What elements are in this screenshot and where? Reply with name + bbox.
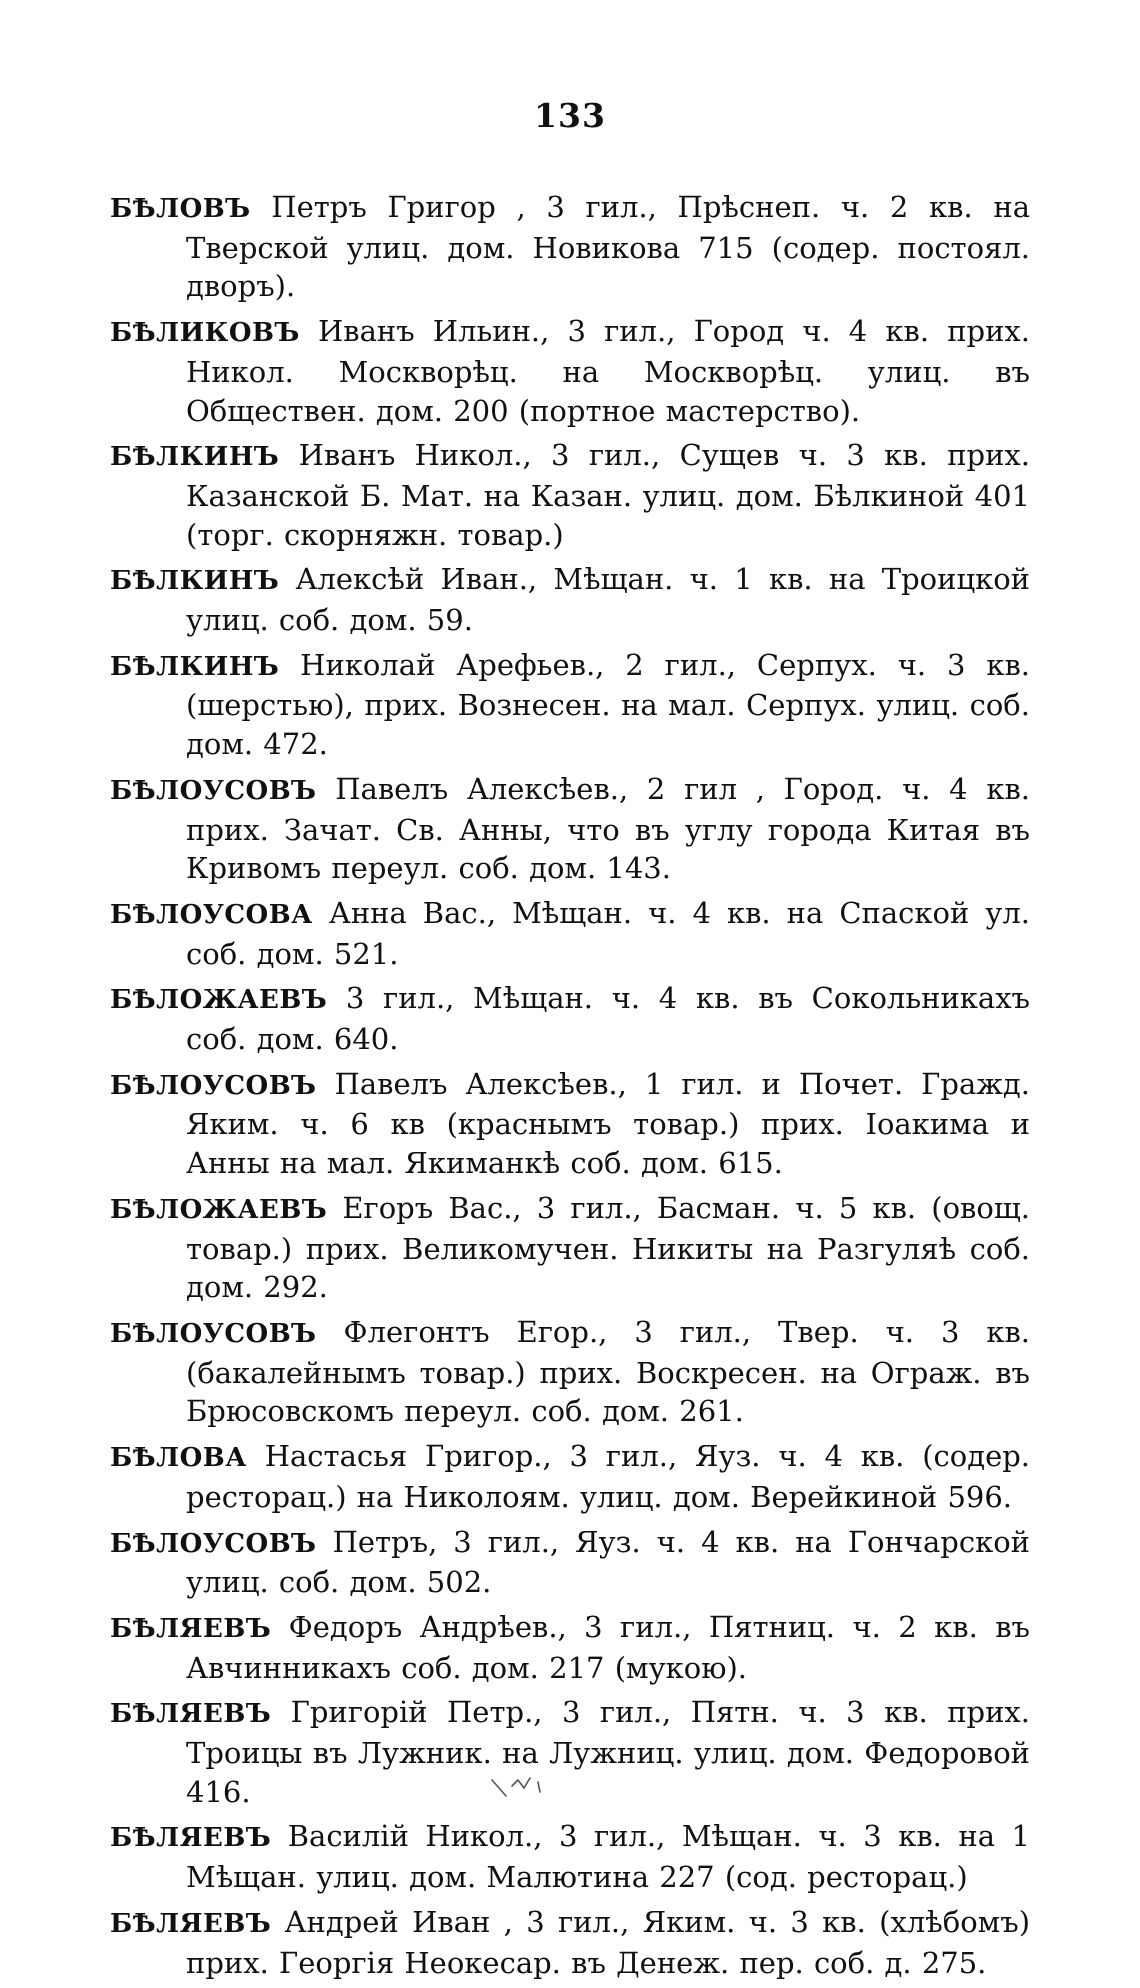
directory-entry (110, 770, 1030, 888)
directory-entry (110, 1608, 1030, 1687)
entry-text: Петръ, 3 гил., Яуз. ч. 4 кв. на Гончарской улиц. соб. дом. 502. (186, 1524, 1030, 1600)
entry-text: Петръ Григор , 3 гил., Прѣснеп. ч. 2 кв. на Тверской улиц. дом. Новикова 715 (содер. постоял. дворъ). (186, 190, 1031, 304)
entry-text: Павелъ Алексѣев., 1 гил. и Почет. Гражд. Яким. ч. 6 кв (краснымъ товар.) прих. Іоакима и Анны на мал. Якиманкѣ соб. дом. 615. (186, 1066, 1030, 1181)
entry-surname: БѢЛОЖАЕВЪ (110, 985, 328, 1016)
directory-entries (110, 188, 1030, 1988)
directory-entry (110, 1313, 1030, 1431)
entry-surname: БѢЛЯЕВЪ (110, 1699, 272, 1730)
entry-surname: БѢЛОВА (110, 1443, 247, 1474)
entry-text: Павелъ Алексѣев., 2 гил , Город. ч. 4 кв. прих. Зачат. Св. Анны, что въ углу города Китая въ Кривомъ переул. соб. дом. 143. (186, 771, 1030, 886)
entry-text: Иванъ Никол., 3 гил., Сущев ч. 3 кв. прих. Казанской Б. Мат. на Казан. улиц. дом. Бѣлкиной 401 (торг. скорняжн. товар.) (186, 438, 1030, 552)
directory-entry (110, 1817, 1030, 1896)
directory-entry (110, 979, 1030, 1058)
directory-entry (110, 1523, 1030, 1602)
entry-text: Николай Арефьев., 2 гил., Серпух. ч. 3 кв. (шерстью), прих. Вознесен. на мал. Серпух. улиц. соб. дом. 472. (186, 647, 1030, 762)
entry-surname: БѢЛОЖАЕВЪ (110, 1194, 328, 1225)
directory-entry (110, 1693, 1030, 1811)
entry-text: Федоръ Андрѣев., 3 гил., Пятниц. ч. 2 кв. въ Авчинникахъ соб. дом. 217 (мукою). (186, 1609, 1031, 1685)
entry-surname: БѢЛКИНЪ (110, 566, 280, 597)
entry-surname: БѢЛЯЕВЪ (110, 1908, 272, 1939)
entry-surname: БѢЛКИНЪ (110, 651, 280, 682)
entry-surname: БѢЛЯЕВЪ (110, 1613, 272, 1644)
entry-surname: БѢЛОУСОВА (110, 899, 313, 930)
directory-entry (110, 312, 1030, 430)
directory-entry (110, 436, 1030, 554)
entry-text: Егоръ Вас., 3 гил., Басман. ч. 5 кв. (овощ. товар.) прих. Великомучен. Никиты на Разгуляѣ соб. дом. 292. (186, 1190, 1030, 1305)
directory-entry (110, 646, 1030, 764)
directory-entry (110, 1065, 1030, 1183)
page-number: 133 (534, 96, 606, 135)
entry-surname: БѢЛОУСОВЪ (110, 1528, 317, 1559)
entry-surname: БѢЛКИНЪ (110, 442, 280, 473)
entry-surname: БѢЛОВЪ (110, 194, 251, 224)
entry-text: Настасья Григор., 3 гил., Яуз. ч. 4 кв. (содер. ресторац.) на Николоям. улиц. дом. Верейкиной 596. (186, 1439, 1031, 1514)
directory-entry (110, 1437, 1030, 1516)
entry-text: Иванъ Ильин., 3 гил., Город ч. 4 кв. прих. Никол. Москворѣц. на Москворѣц. улиц. въ Обществен. дом. 200 (портное мастерство). (186, 314, 1030, 428)
entry-surname: БѢЛИКОВЪ (110, 318, 300, 349)
directory-entry (110, 560, 1030, 639)
entry-surname: БѢЛОУСОВЪ (110, 1070, 317, 1101)
entry-text: Анна Вас., Мѣщан. ч. 4 кв. на Спаской ул. соб. дом. 521. (186, 895, 1031, 971)
directory-entry (110, 188, 1030, 306)
directory-entry (110, 1189, 1030, 1307)
directory-entry (110, 894, 1030, 973)
entry-surname: БѢЛОУСОВЪ (110, 1318, 317, 1349)
entry-text: Андрей Иван , 3 гил., Яким. ч. 3 кв. (хлѣбомъ) прих. Георгія Неокесар. въ Денеж. пер. соб. д. 275. (186, 1904, 1031, 1980)
entry-text: Василій Никол., 3 гил., Мѣщан. ч. 3 кв. на 1 Мѣщан. улиц. дом. Малютина 227 (сод. ресторац.) (186, 1819, 1030, 1895)
entry-text: 3 гил., Мѣщан. ч. 4 кв. въ Сокольникахъ соб. дом. 640. (186, 981, 1030, 1057)
pencil-mark-decoration (488, 1772, 558, 1802)
entry-surname: БѢЛОУСОВЪ (110, 775, 317, 806)
entry-surname: БѢЛЯЕВЪ (110, 1823, 272, 1854)
entry-text: Алексѣй Иван., Мѣщан. ч. 1 кв. на Троицкой улиц. соб. дом. 59. (186, 562, 1030, 638)
entry-text: Григорій Петр., 3 гил., Пятн. ч. 3 кв. прих. Троицы въ Лужник. на Лужниц. улиц. дом. Федоровой 416. (186, 1695, 1030, 1809)
entry-text: Флегонтъ Егор., 3 гил., Твер. ч. 3 кв. (бакалейнымъ товар.) прих. Воскресен. на Ограж. въ Брюсовскомъ переул. соб. дом. 261. (186, 1314, 1030, 1429)
directory-entry (110, 1903, 1030, 1982)
